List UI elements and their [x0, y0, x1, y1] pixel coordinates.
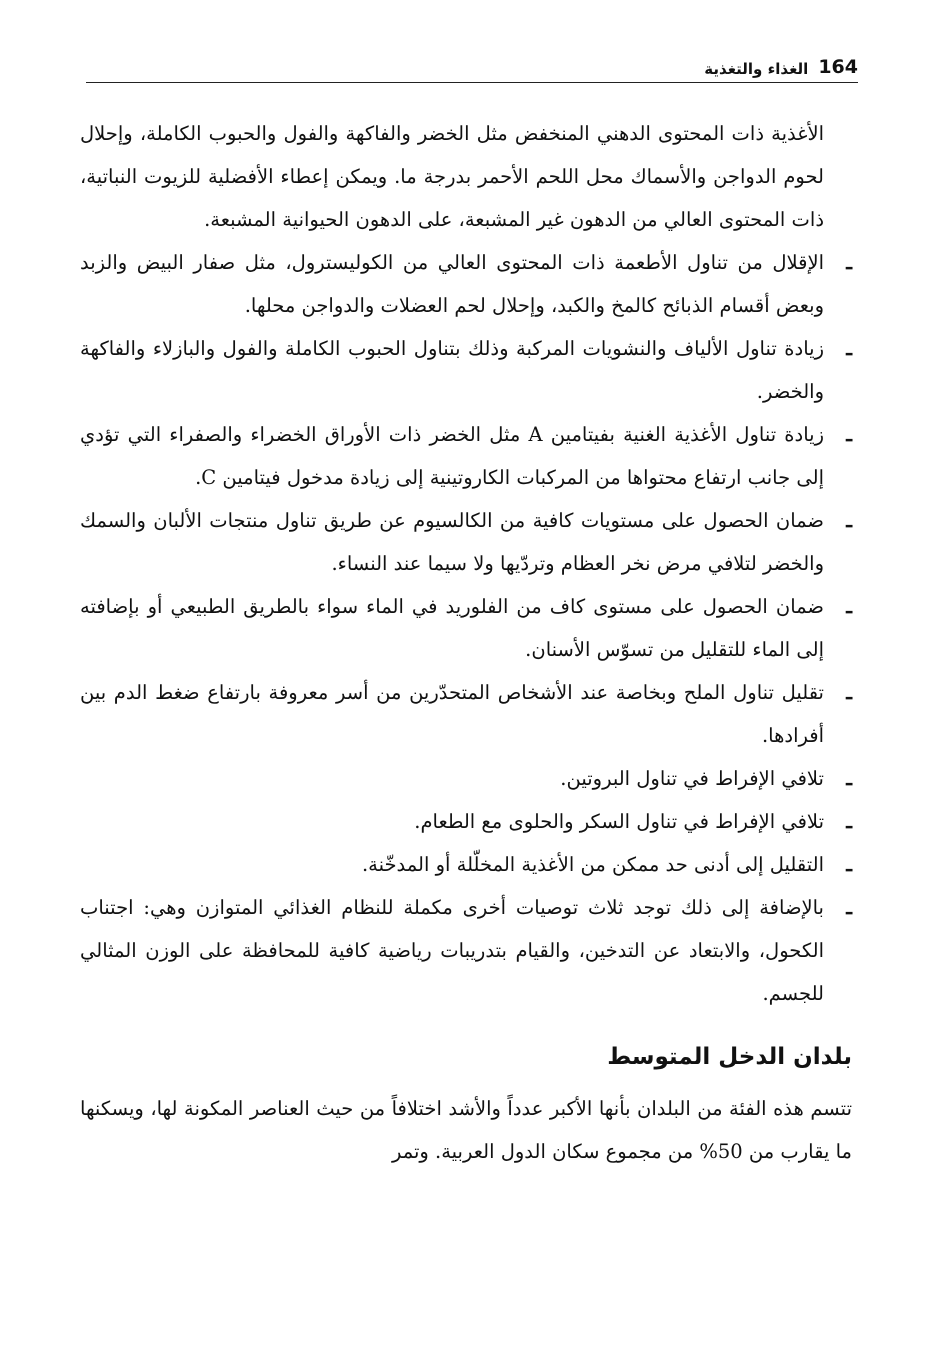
list-item: [80, 413, 852, 499]
bullet-dash: ـ: [846, 595, 852, 618]
list-item: [80, 843, 852, 886]
bullet-dash: ـ: [846, 767, 852, 790]
list-item-text: الإقلال من تناول الأطعمة ذات المحتوى العالي من الكوليسترول، مثل صفار البيض والزبد وبعض أقسام الذبائح كالمخ والكبد، وإحلال لحم العضلات والدواجن محلها.: [80, 251, 824, 317]
running-header: [86, 48, 858, 83]
list-item: [80, 327, 852, 413]
list-item-text: ضمان الحصول على مستوى كاف من الفلوريد في الماء سواء بالطريق الطبيعي أو بإضافته إلى الماء للتقليل من تسوّس الأسنان.: [80, 595, 824, 661]
list-item-text: تلافي الإفراط في تناول السكر والحلوى مع الطعام.: [414, 810, 824, 833]
chapter-title: الغذاء والتغذية: [704, 60, 809, 78]
bullet-dash: ـ: [846, 681, 852, 704]
lead-paragraph: الأغذية ذات المحتوى الدهني المنخفض مثل الخضر والفاكهة والفول والحبوب الكاملة، وإحلال لحوم الدواجن والأسماك محل اللحم الأحمر بدرجة ما. ويمكن إعطاء الأفضلية للزيوت النباتية، ذات المحتوى العالي من الدهون غير المشبعة، على الدهون الحيوانية المشبعة.: [80, 122, 824, 231]
list-item: [80, 800, 852, 843]
bullet-dash: ـ: [846, 509, 852, 532]
bullet-dash: ـ: [846, 810, 852, 833]
page-body: [80, 112, 852, 1173]
list-item: [80, 671, 852, 757]
section-heading: بلدان الدخل المتوسط: [607, 1044, 852, 1070]
list-item-text: زيادة تناول الأغذية الغنية بفيتامين A مثل الخضر ذات الأوراق الخضراء والصفراء التي تؤدي إلى جانب ارتفاع محتواها من المركبات الكاروتينية إلى زيادة مدخول فيتامين C.: [80, 423, 824, 489]
list-item-text: ضمان الحصول على مستويات كافية من الكالسيوم عن طريق تناول منتجات الألبان والسمك والخضر لتلافي مرض نخر العظام وتردّيها ولا سيما عند النساء.: [80, 509, 824, 575]
list-item: [80, 585, 852, 671]
bullet-dash: ـ: [846, 896, 852, 919]
list-item-text: التقليل إلى أدنى حد ممكن من الأغذية المخلّلة أو المدخّنة.: [361, 853, 824, 876]
list-item-text: بالإضافة إلى ذلك توجد ثلاث توصيات أخرى مكملة للنظام الغذائي المتوازن وهي: اجتناب الكحول، والابتعاد عن التدخين، والقيام بتدريبات رياضية كافية للمحافظة على الوزن المثالي للجسم.: [80, 896, 824, 1005]
list-item: [80, 757, 852, 800]
page-number: 164: [818, 56, 858, 78]
bullet-dash: ـ: [846, 337, 852, 360]
list-item: [80, 241, 852, 327]
section-paragraph: تتسم هذه الفئة من البلدان بأنها الأكبر عدداً والأشد اختلافاً من حيث العناصر المكونة لها، ويسكنها ما يقارب من 50% من مجموع سكان الدول العربية. وتمر: [80, 1097, 852, 1163]
bullet-dash: ـ: [846, 251, 852, 274]
list-item: [80, 886, 852, 1015]
list-item-text: زيادة تناول الألياف والنشويات المركبة وذلك بتناول الحبوب الكاملة والفول والبازلاء والفاكهة والخضر.: [80, 337, 824, 403]
list-item-text: تقليل تناول الملح وبخاصة عند الأشخاص المتحدّرين من أسر معروفة بارتفاع ضغط الدم بين أفرادها.: [80, 681, 824, 747]
list-item-text: تلافي الإفراط في تناول البروتين.: [560, 767, 824, 790]
bullet-dash: ـ: [846, 853, 852, 876]
bullet-dash: ـ: [846, 423, 852, 446]
recommendations-list: [80, 241, 852, 1015]
list-item: [80, 499, 852, 585]
